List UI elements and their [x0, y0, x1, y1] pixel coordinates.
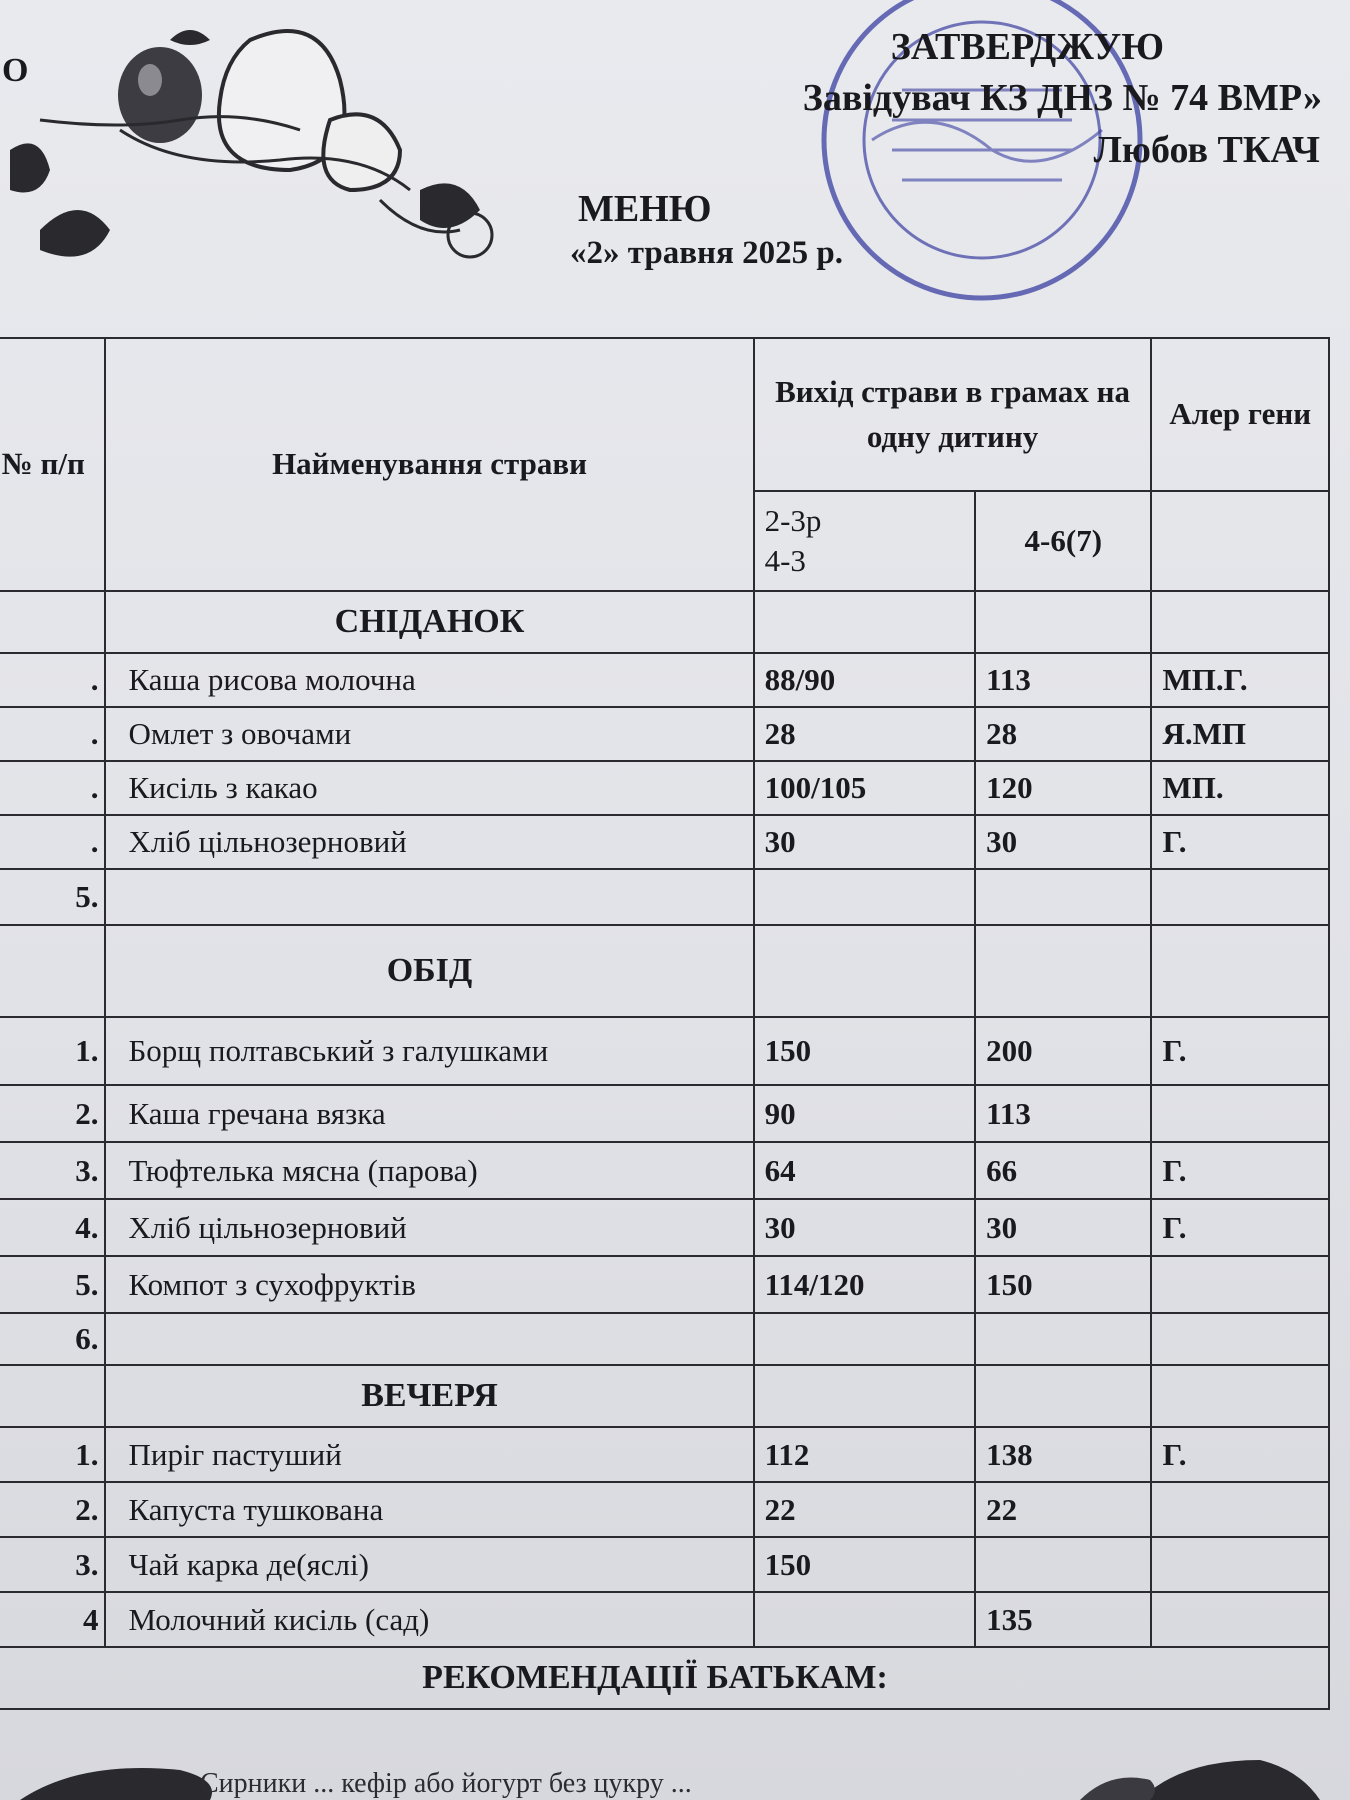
corner-letter: О — [2, 52, 29, 89]
approve-signatory: Любов ТКАЧ — [1093, 128, 1320, 171]
header-allergens-empty — [1151, 491, 1329, 591]
header-dish-name: Найменування страви — [105, 338, 753, 591]
table-row: . Каша рисова молочна 88/90 113 МП.Г. — [0, 653, 1329, 707]
recommendation-text: Сирники ... кефір або йогурт без цукру ... — [200, 1768, 692, 1799]
header-output: Вихід страви в грамах на одну дитину — [754, 338, 1152, 491]
table-row: . Омлет з овочами 28 28 Я.МП — [0, 707, 1329, 761]
table-row: 1. Пиріг пастуший 112 138 Г. — [0, 1427, 1329, 1482]
approve-title: ЗАТВЕРДЖУЮ — [890, 26, 1164, 68]
approve-position: Завідувач КЗ ДНЗ № 74 ВМР» — [802, 77, 1322, 120]
table-row: 3. Чай карка де(яслі) 150 — [0, 1537, 1329, 1592]
header-age-1-line1: 2-3р — [764, 502, 822, 538]
recommendations-title: РЕКОМЕНДАЦІЇ БАТЬКАМ: — [0, 1647, 1329, 1709]
table-row: 4. Хліб цільнозерновий 30 30 Г. — [0, 1199, 1329, 1256]
fruit-ornament-icon — [0, 0, 560, 300]
header-age-1-line2: 4-3 — [764, 543, 806, 578]
menu-table — [0, 337, 1330, 1710]
table-row: 2. Каша гречана вязка 90 113 — [0, 1085, 1329, 1142]
page-title: МЕНЮ — [578, 188, 712, 230]
section-dinner: ВЕЧЕРЯ — [105, 1365, 753, 1427]
table-row: . Кисіль з какао 100/105 120 МП. — [0, 761, 1329, 815]
table-row: . Хліб цільнозерновий 30 30 Г. — [0, 815, 1329, 869]
table-row: 3. Тюфтелька мясна (парова) 64 66 Г. — [0, 1142, 1329, 1199]
table-row: 4 Молочний кисіль (сад) 135 — [0, 1592, 1329, 1647]
menu-date: «2» травня 2025 р. — [570, 235, 844, 271]
section-breakfast: СНІДАНОК — [105, 591, 753, 653]
header-number: № п/п — [0, 338, 105, 591]
table-row: 5. Компот з сухофруктів 114/120 150 — [0, 1256, 1329, 1313]
table-row: 5. — [0, 869, 1329, 925]
header-age-2: 4-6(7) — [975, 491, 1151, 591]
approval-block — [803, 22, 1322, 176]
header-allergens: Алер гени — [1151, 338, 1329, 491]
table-row: 6. — [0, 1313, 1329, 1365]
section-lunch: ОБІД — [105, 925, 753, 1017]
header-age-1 — [754, 491, 976, 591]
table-row: 1. Борщ полтавський з галушками 150 200 Г. — [0, 1017, 1329, 1085]
table-row: 2. Капуста тушкована 22 22 — [0, 1482, 1329, 1537]
